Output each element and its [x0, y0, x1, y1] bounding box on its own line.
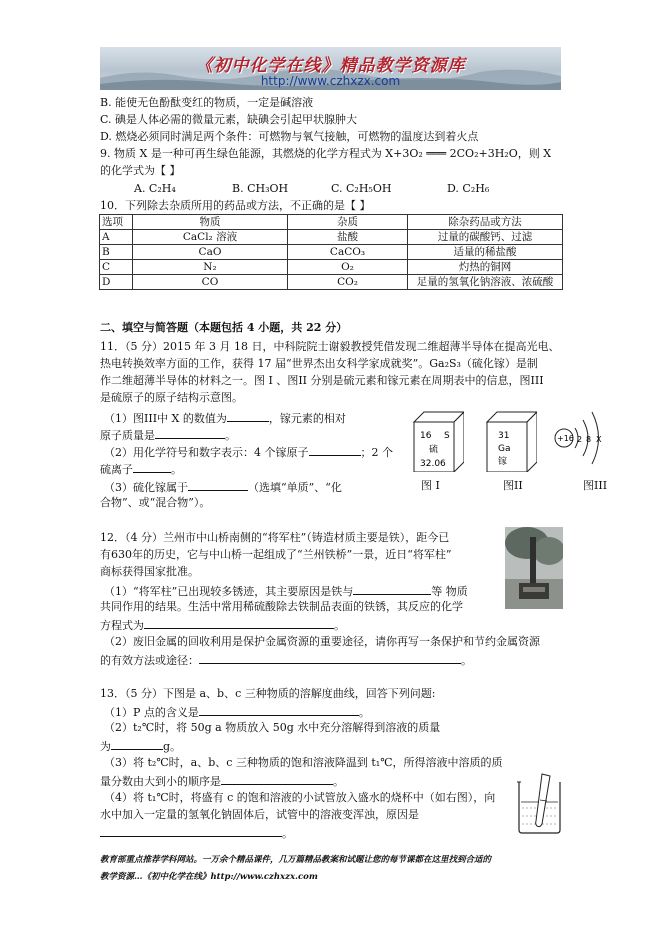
electron-shell-2-count: 8 — [586, 435, 592, 444]
footer-text-2[interactable]: 教学资源…《初中化学在线》http://www.czhxzx.com — [100, 872, 318, 882]
q13-part4-text-c: 。 — [282, 827, 293, 840]
q11-text-4: 是硫原子的原子结构示意图。 — [100, 391, 243, 404]
sulfur-symbol: S — [444, 431, 450, 441]
banner-url-link[interactable]: http://www.czhxzx.com — [260, 74, 401, 88]
q9-option-b: B. CH₃OH — [232, 182, 289, 195]
q11-answer-blank-category[interactable] — [188, 479, 248, 491]
table-header-row — [100, 215, 563, 230]
table-cell: 足量的氢氧化钠溶液、浓硫酸 — [408, 275, 563, 290]
q9-option-c: C. C₂H₅OH — [331, 182, 392, 195]
table-cell: CaO — [133, 245, 288, 260]
q12-part1-text-b: 等 物质 — [431, 585, 468, 598]
table-cell: CO₂ — [288, 275, 408, 290]
q12-answer-blank-equation[interactable] — [144, 617, 334, 629]
table-row — [100, 275, 563, 290]
gallium-symbol: Ga — [498, 444, 511, 454]
q11-part3 — [104, 479, 342, 495]
q13-part2-text-b: 为 — [100, 740, 111, 753]
q13-answer-blank-p[interactable] — [199, 704, 359, 716]
q11-part3-text-b: （选填“单质”、“化 — [248, 481, 342, 494]
q9-stem-line2: 的化学式为【 】 — [100, 164, 181, 177]
table-row — [100, 230, 563, 245]
table-cell: CaCl₂ 溶液 — [133, 230, 288, 245]
table-cell: B — [100, 245, 133, 260]
table-cell: CaCO₃ — [288, 245, 408, 260]
q9-stem: 9. 物质 X 是一种可再生绿色能源，其燃烧的化学方程式为 X+3O₂ ═══ 2CO₂+3H₂O，则 X — [100, 147, 552, 160]
q11-part1-text-c: 原子质量是 — [100, 429, 155, 442]
q13-answer-blank-order[interactable] — [221, 773, 333, 785]
table-cell: C — [100, 260, 133, 275]
q11-answer-blank-s-ions[interactable] — [133, 461, 171, 473]
gallium-atomic-number: 31 — [498, 431, 510, 441]
footer-text-1: 教育部重点推荐学科网站。一万余个精品课件，几万篇精品教案和试题让您的每节课都在这里找到合适的 — [100, 855, 492, 865]
q11-part2-line2 — [100, 461, 182, 477]
q13-part1-text-b: 。 — [358, 706, 370, 719]
table-cell: A — [100, 230, 133, 245]
table-row — [100, 260, 563, 275]
q13-part4-line3 — [100, 825, 293, 841]
q11-part1-text: （1）图III中 X 的数值为 — [104, 412, 227, 425]
electron-shell-3-count: X — [596, 435, 602, 444]
q11-part2-text-c: 硫离子 — [100, 463, 133, 476]
q11-part3-line2: 合物”、或“混合物”）。 — [100, 496, 211, 509]
table-header-cell: 除杂药品或方法 — [408, 215, 563, 230]
q12-part1-text: （1）“将军柱”已出现较多锈迹，其主要原因是铁与 — [104, 585, 354, 598]
q11-part2-text: （2）用化学符号和数字表示：4 个镓原子 — [104, 446, 309, 459]
table-header-cell: 杂质 — [288, 215, 408, 230]
q13-part1 — [104, 704, 370, 720]
q12-part1-line3 — [100, 617, 345, 633]
q11-text-3: 作二维超薄半导体的材料之一。图 I 、图II 分别是硫元素和镓元素在周期表中的信息，图III — [100, 374, 544, 387]
table-cell: 过量的碳酸钙、过滤 — [408, 230, 563, 245]
q13-part4-line2: 水中加入一定量的氢氧化钠固体后，试管中的溶液变浑浊，原因是 — [100, 808, 419, 821]
q9-option-d: D. C₂H₆ — [447, 182, 490, 195]
q12-part2-line2 — [100, 652, 472, 668]
q13-part3-text-b: 量分数由大到小的顺序是 — [100, 775, 221, 788]
sulfur-atom-structure-diagram — [553, 400, 611, 472]
gallium-name: 镓 — [498, 457, 508, 467]
q11-answer-blank-ga-atoms[interactable] — [309, 444, 361, 456]
q13-part3-line2 — [100, 773, 344, 789]
sulfur-atomic-mass: 32.06 — [420, 459, 446, 469]
q12-answer-blank-method[interactable] — [199, 652, 461, 664]
sulfur-name: 硫 — [429, 445, 439, 455]
q11-part2-text-d: 。 — [171, 463, 182, 476]
q12-answer-blank-rust[interactable] — [353, 583, 431, 595]
table-cell: CO — [133, 275, 288, 290]
q11-part2 — [104, 444, 393, 460]
q11-part3-text: （3）硫化镓属于 — [104, 481, 188, 494]
table-row — [100, 245, 563, 260]
nucleus-charge: +16 — [557, 434, 574, 443]
q12-text-1: 12．（4 分）兰州市中山桥南侧的“将军柱”（铸造材质主要是铁），距今已 — [100, 531, 450, 544]
table-cell: N₂ — [133, 260, 288, 275]
q8-option-d: D. 燃烧必须同时满足两个条件：可燃物与氧气接触，可燃物的温度达到着火点 — [100, 130, 479, 143]
q13-part2-text-c: g。 — [163, 740, 182, 753]
q11-part1-text-b: ，镓元素的相对 — [268, 412, 346, 425]
q12-part1-text-e: 。 — [334, 619, 345, 632]
electron-shell-1-count: 2 — [577, 435, 583, 444]
q13-part2-line2 — [100, 738, 181, 754]
q11-answer-blank-x[interactable] — [227, 410, 269, 422]
table-cell: 适量的稀盐酸 — [408, 245, 563, 260]
figure-caption-2: 图II — [503, 479, 523, 492]
q11-part1-text-d: 。 — [225, 429, 236, 442]
table-cell: D — [100, 275, 133, 290]
q13-part3-text-c: 。 — [333, 775, 344, 788]
q11-text-1: 11．（5 分）2015 年 3 月 18 日，中科院院士谢毅教授凭借发现二维超薄半导体在提高光电、 — [100, 340, 560, 353]
site-banner — [100, 47, 561, 90]
q12-part2-text-c: 。 — [461, 654, 472, 667]
q11-part1-line2 — [100, 427, 236, 443]
table-header-cell: 物质 — [133, 215, 288, 230]
general-pillar-photo — [505, 527, 563, 609]
q8-option-b: B. 能使无色酚酞变红的物质，一定是碱溶液 — [100, 96, 314, 109]
table-cell: O₂ — [288, 260, 408, 275]
q12-text-3: 商标获得国家批准。 — [100, 565, 199, 578]
banner-title: 《初中化学在线》精品教学资源库 — [195, 56, 466, 76]
q13-part1-text: （1）P 点的含义是 — [104, 706, 199, 719]
q12-part1-text-d: 方程式为 — [100, 619, 144, 632]
q12-part1-line2: 共同作用的结果。生活中常用稀硫酸除去铁制品表面的铁锈，其反应的化学 — [100, 600, 463, 613]
q13-stem: 13．（5 分）下图是 a、b、c 三种物质的溶解度曲线，回答下列问题: — [100, 687, 436, 700]
q13-answer-blank-reason[interactable] — [100, 825, 282, 837]
q11-part2-text-b: ；2 个 — [360, 446, 393, 459]
sulfur-element-card — [412, 410, 464, 472]
q13-part4: （4）将 t₁℃时，将盛有 c 的饱和溶液的小试管放入盛水的烧杯中（如右图），向 — [104, 791, 496, 804]
sulfur-atomic-number: 16 — [420, 431, 432, 441]
beaker-test-tube-diagram — [516, 772, 564, 834]
table-cell: 灼热的铜网 — [408, 260, 563, 275]
table-header-cell: 选项 — [100, 215, 133, 230]
q12-part2-text-b: 的有效方法或途径： — [100, 654, 199, 667]
q12-part1 — [104, 583, 468, 599]
q12-part2: （2）废旧金属的回收利用是保护金属资源的重要途径，请你再写一条保护和节约金属资源 — [104, 635, 540, 648]
q13-part2: （2）t₂℃时，将 50g a 物质放入 50g 水中充分溶解得到溶液的质量 — [104, 721, 441, 734]
figure-caption-3: 图III — [583, 479, 608, 492]
q13-answer-blank-mass[interactable] — [111, 738, 163, 750]
table-cell: 盐酸 — [288, 230, 408, 245]
gallium-element-card — [485, 410, 537, 472]
q9-option-a: A. C₂H₄ — [134, 182, 176, 195]
q11-answer-blank-ga-mass[interactable] — [155, 427, 225, 439]
q11-part1 — [104, 410, 346, 426]
q10-stem: 10．下列除去杂质所用的药品或方法，不正确的是【 】 — [100, 199, 371, 212]
q10-table — [99, 214, 563, 290]
q13-part3: （3）将 t₂℃时，a、b、c 三种物质的饱和溶液降温到 t₁℃，所得溶液中溶质的质 — [104, 756, 503, 769]
figure-caption-1: 图 I — [421, 479, 440, 492]
q12-text-2: 有630年的历史，它与中山桥一起组成了“兰州铁桥”一景，近日“将军柱” — [100, 548, 452, 561]
q11-text-2: 热电转换效率方面的工作，获得 17 届“世界杰出女科学家成就奖”。Ga₂S₃（硫化镓）是制 — [100, 357, 538, 370]
section-title: 二、填空与简答题（本题包括 4 小题，共 22 分） — [100, 321, 348, 334]
q8-option-c: C. 碘是人体必需的微量元素，缺碘会引起甲状腺肿大 — [100, 113, 358, 126]
